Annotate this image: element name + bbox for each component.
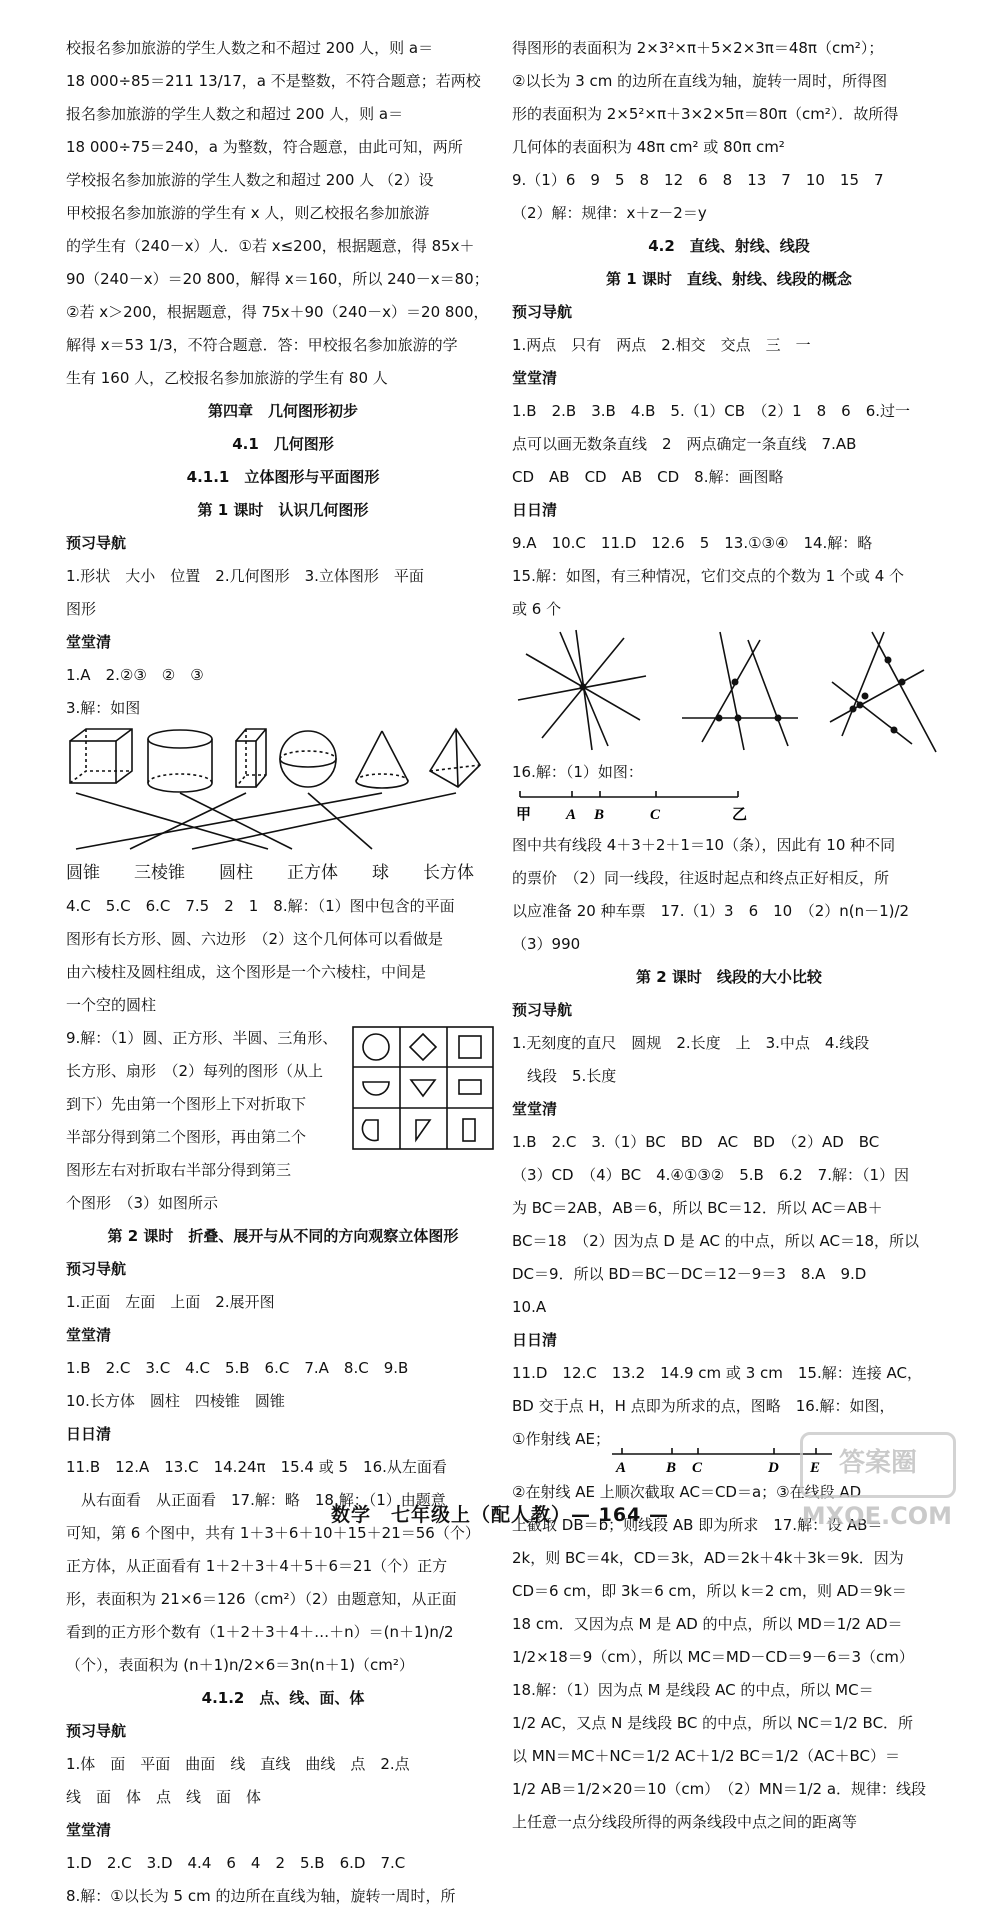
text-line: 长方形、扇形 （2）每列的图形（从上	[66, 1062, 324, 1080]
segment-label: C	[650, 807, 661, 823]
text-line: 图中共有线段 4＋3＋2＋1＝10（条），因此有 10 种不同	[512, 836, 896, 854]
fold-answer-block	[66, 1022, 500, 1220]
text-line: 形的表面积为 2×5²×π＋3×2×5π＝80π（cm²）．故所得	[512, 105, 899, 123]
text-line: 1.B 2.B 3.B 4.B 5.（1）CB （2）1 8 6 6.过一	[512, 402, 911, 420]
text-line: 18 cm．又因为点 M 是 AD 的中点，所以 MD＝1/2 AD＝	[512, 1615, 903, 1633]
text-line: 1.两点 只有 两点 2.相交 交点 三 一	[512, 336, 811, 354]
text-line: 甲校报名参加旅游的学生有 x 人，则乙校报名参加旅游	[66, 204, 430, 222]
segment-label: 乙	[732, 805, 748, 823]
text-line: 半部分得到第二个图形，再由第二个	[66, 1128, 307, 1146]
text-line: 上截取 DB＝b；则线段 AB 即为所求 17.解：设 AB＝	[512, 1516, 883, 1534]
text-line: 1.B 2.C 3.C 4.C 5.B 6.C 7.A 8.C 9.B	[66, 1359, 409, 1377]
text-line: 9.A 10.C 11.D 12.6 5 13.①③④ 14.解：略	[512, 534, 873, 552]
heading-preview: 预习导航	[512, 1001, 573, 1019]
ray-label: E	[810, 1460, 821, 1476]
ray-label: C	[692, 1460, 703, 1476]
text-line: 的学生有（240－x）人．①若 x≤200，根据题意，得 85x＋	[66, 237, 475, 255]
text-line: 1.正面 左面 上面 2.展开图	[66, 1293, 275, 1311]
text-line: 线 面 体 点 线 面 体	[66, 1788, 262, 1806]
text-line: 报名参加旅游的学生人数之和超过 200 人，则 a＝	[66, 105, 404, 123]
text-line: 个图形 （3）如图所示	[66, 1194, 219, 1212]
heading-daily: 日日清	[512, 1331, 558, 1349]
text-line: 看到的正方形个数有（1＋2＋3＋4＋…＋n）＝(n＋1)n/2	[66, 1623, 454, 1641]
intersecting-lines-svg	[512, 626, 946, 756]
text-line: 学校报名参加旅游的学生人数之和超过 200 人 （2）设	[66, 171, 434, 189]
left-column	[66, 32, 500, 1913]
text-line: 10.长方体 圆柱 四棱锥 圆锥	[66, 1392, 285, 1410]
text-line: 为 BC＝2AB，AB＝6，所以 BC＝12．所以 AC＝AB＋	[512, 1199, 883, 1217]
text-line: 的票价 （2）同一线段，往返时起点和终点正好相反，所	[512, 869, 890, 887]
ray-label: A	[616, 1460, 627, 1476]
text-line: 16.解：（1）如图：	[512, 763, 643, 781]
text-line: 9.（1）6 9 5 8 12 6 8 13 7 10 15 7	[512, 171, 884, 189]
text-line: 3.解：如图	[66, 699, 141, 717]
text-line: 正方体，从正面看有 1＋2＋3＋4＋5＋6＝21（个）正方	[66, 1557, 448, 1575]
solid-shapes-svg	[66, 725, 500, 857]
segment-label: A	[566, 807, 577, 823]
text-line: 或 6 个	[512, 600, 562, 618]
text-line: 校报名参加旅游的学生人数之和不超过 200 人，则 a＝	[66, 39, 434, 57]
watermark-url: MXQE.COM	[801, 1502, 952, 1530]
text-line: 1.体 面 平面 曲面 线 直线 曲线 点 2.点	[66, 1755, 410, 1773]
text-line: 以应准备 20 种车票 17.（1）3 6 10 （2）n(n－1)/2	[512, 902, 910, 920]
text-line: BC＝18 （2）因为点 D 是 AC 的中点，所以 AC＝18，所以	[512, 1232, 920, 1250]
text-line: 2k，则 BC＝4k，CD＝3k，AD＝2k＋4k＋3k＝9k．因为	[512, 1549, 904, 1567]
segment-svg	[512, 789, 946, 829]
ray-label: B	[666, 1460, 677, 1476]
text-line: 解得 x＝53 1/3，不符合题意．答：甲校报名参加旅游的学	[66, 336, 458, 354]
text-line: CD＝6 cm，即 3k＝6 cm，所以 k＝2 cm，则 AD＝9k＝	[512, 1582, 907, 1600]
text-line: 由六棱柱及圆柱组成，这个图形是一个六棱柱，中间是	[66, 963, 427, 981]
text-line: ②在射线 AE 上顺次截取 AC＝CD＝a；③在线段 AD	[512, 1483, 862, 1501]
text-line: 1/2 AC，又点 N 是线段 BC 的中点，所以 NC＝1/2 BC．所	[512, 1714, 914, 1732]
text-line: 1.D 2.C 3.D 4.4 6 4 2 5.B 6.D 7.C	[66, 1854, 406, 1872]
text-line: 1.无刻度的直尺 圆规 2.长度 上 3.中点 4.线段	[512, 1034, 870, 1052]
text-line: 到下）先由第一个图形上下对折取下	[66, 1095, 307, 1113]
text-line: 1/2 AB＝1/2×20＝10（cm） （2）MN＝1/2 a．规律：线段	[512, 1780, 927, 1798]
right-column	[512, 32, 946, 1839]
heading-daily: 日日清	[66, 1425, 112, 1443]
text-line: 4.C 5.C 6.C 7.5 2 1 8.解：（1）图中包含的平面	[66, 897, 455, 915]
text-line: 18 000÷85＝211 13/17，a 不是整数，不符合题意；若两校	[66, 72, 481, 90]
text-line: 线段 5.长度	[512, 1067, 617, 1085]
section-title: 4.1.1 立体图形与平面图形	[186, 468, 380, 486]
text-line: （个），表面积为 (n＋1)n/2×6＝3n(n＋1)（cm²）	[66, 1656, 414, 1674]
text-line: 1.形状 大小 位置 2.几何图形 3.立体图形 平面	[66, 567, 424, 585]
page-footer: 数学 七年级上（配人教）— 164 —	[331, 1504, 669, 1526]
text-line: 1.B 2.C 3.（1）BC BD AC BD （2）AD BC	[512, 1133, 880, 1151]
heading-class: 堂堂清	[512, 1100, 558, 1118]
lesson-title: 第 2 课时 线段的大小比较	[636, 968, 822, 986]
text-line: 形，表面积为 21×6＝126（cm²）（2）由题意知，从正面	[66, 1590, 457, 1608]
section-title: 4.1.2 点、线、面、体	[201, 1689, 365, 1707]
text-line: 从右面看 从正面看 17.解：略 18.解：（1）由题意	[66, 1491, 446, 1509]
watermark-logo: 答案圈	[800, 1432, 956, 1498]
text-line: 上任意一点分线段所得的两条线段中点之间的距离等	[512, 1813, 858, 1831]
text-line: （2）解：规律：x＋z－2＝y	[512, 204, 707, 222]
lesson-title: 第 1 课时 直线、射线、线段的概念	[606, 270, 852, 288]
text-line: 可知，第 6 个图中，共有 1＋3＋6＋10＋15＋21＝56（个）	[66, 1524, 480, 1542]
text-line: 18 000÷75＝240，a 为整数，符合题意，由此可知，两所	[66, 138, 463, 156]
text-line: 10.A	[512, 1298, 547, 1316]
heading-class: 堂堂清	[66, 1821, 112, 1839]
text-line: 图形有长方形、圆、六边形 （2）这个几何体可以看做是	[66, 930, 444, 948]
text-line: 点可以画无数条直线 2 两点确定一条直线 7.AB	[512, 435, 857, 453]
intersecting-lines-figure	[512, 626, 946, 756]
segment-label: B	[594, 807, 605, 823]
heading-class: 堂堂清	[66, 1326, 112, 1344]
text-line: DC＝9．所以 BD＝BC－DC＝12－9＝3 8.A 9.D	[512, 1265, 867, 1283]
text-line: 15.解：如图，有三种情况，它们交点的个数为 1 个或 4 个	[512, 567, 905, 585]
text-line: 生有 160 人，乙校报名参加旅游的学生有 80 人	[66, 369, 388, 387]
heading-preview: 预习导航	[66, 1722, 127, 1740]
text-line: 以 MN＝MC＋NC＝1/2 AC＋1/2 BC＝1/2（AC＋BC）＝	[512, 1747, 900, 1765]
text-line: 图形	[66, 600, 97, 618]
chapter-title: 第四章 几何图形初步	[207, 402, 358, 420]
text-line: 一个空的圆柱	[66, 996, 157, 1014]
section-title: 4.2 直线、射线、线段	[648, 237, 810, 255]
solid-shapes-figure	[66, 725, 500, 857]
text-line: 11.D 12.C 13.2 14.9 cm 或 3 cm 15.解：连接 AC，	[512, 1364, 922, 1382]
heading-preview: 预习导航	[512, 303, 573, 321]
text-line: 90（240－x）＝20 800，解得 x＝160，所以 240－x＝80；	[66, 270, 489, 288]
ray-label: D	[768, 1460, 779, 1476]
text-line: 18.解：（1）因为点 M 是线段 AC 的中点，所以 MC＝	[512, 1681, 874, 1699]
text-line: 1.A 2.②③ ② ③	[66, 666, 204, 684]
text-line: CD AB CD AB CD 8.解：画图略	[512, 468, 784, 486]
text-line: 图形左右对折取右半部分得到第三	[66, 1161, 292, 1179]
segment-figure	[512, 789, 946, 829]
section-title: 4.1 几何图形	[232, 435, 334, 453]
lesson-title: 第 1 课时 认识几何图形	[197, 501, 369, 519]
fold-grid-svg	[352, 1026, 494, 1150]
text-line: ②以长为 3 cm 的边所在直线为轴，旋转一周时，所得图	[512, 72, 888, 90]
text-line: （3）CD （4）BC 4.④①③② 5.B 6.2 7.解：（1）因	[512, 1166, 910, 1184]
text-line: 9.解：（1）圆、正方形、半圆、三角形、	[66, 1029, 338, 1047]
shape-labels: 圆锥 三棱锥 圆柱 正方体 球 长方体	[66, 863, 474, 883]
heading-class: 堂堂清	[512, 369, 558, 387]
text-line: ②若 x＞200，根据题意，得 75x＋90（240－x）＝20 800，	[66, 303, 489, 321]
text-line: 1/2×18＝9（cm），所以 MC＝MD－CD＝9－6＝3（cm）	[512, 1648, 914, 1666]
lesson-title: 第 2 课时 折叠、展开与从不同的方向观察立体图形	[107, 1227, 459, 1245]
text-line: BD 交于点 H，H 点即为所求的点，图略 16.解：如图，	[512, 1397, 895, 1415]
heading-preview: 预习导航	[66, 1260, 127, 1278]
text-line: （3）990	[512, 935, 581, 953]
text-line: ①作射线 AE；	[512, 1430, 610, 1448]
text-line: 8.解：①以长为 5 cm 的边所在直线为轴，旋转一周时，所	[66, 1887, 456, 1905]
heading-daily: 日日清	[512, 501, 558, 519]
heading-class: 堂堂清	[66, 633, 112, 651]
text-line: 得图形的表面积为 2×3²×π＋5×2×3π＝48π（cm²）；	[512, 39, 884, 57]
text-line: 几何体的表面积为 48π cm² 或 80π cm²	[512, 138, 785, 156]
heading-preview: 预习导航	[66, 534, 127, 552]
segment-label: 甲	[516, 805, 532, 823]
text-line: 11.B 12.A 13.C 14.24π 15.4 或 5 16.从左面看	[66, 1458, 447, 1476]
